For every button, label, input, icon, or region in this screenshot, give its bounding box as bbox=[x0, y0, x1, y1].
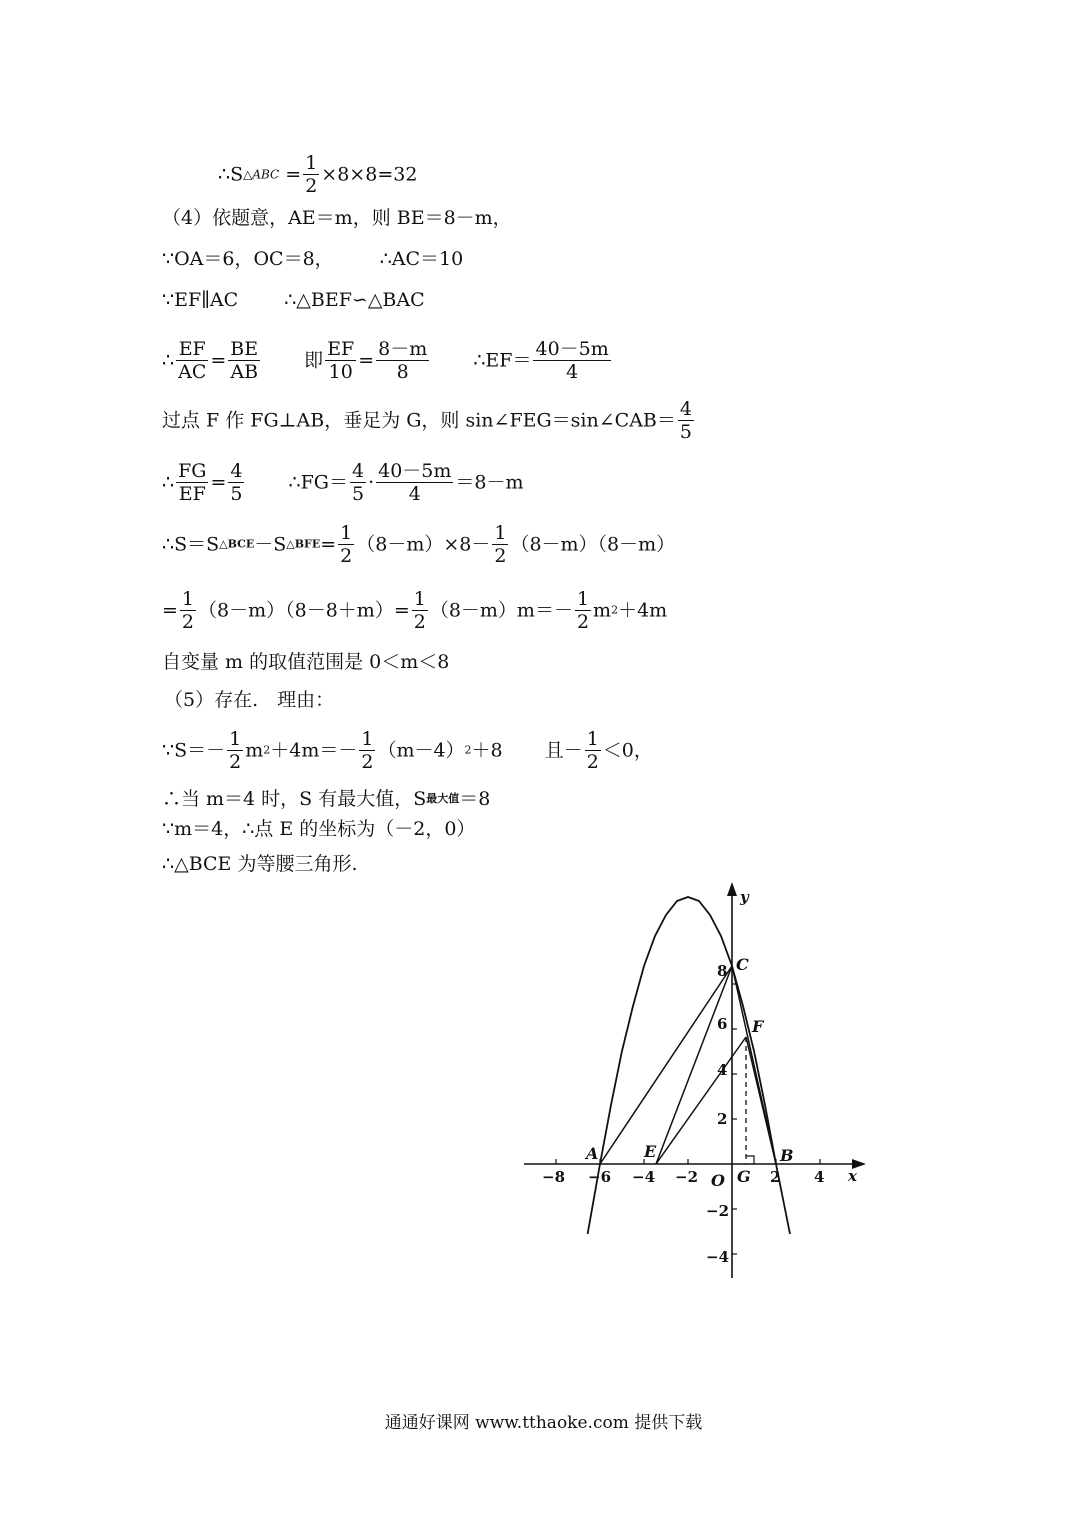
line-parallel: ∵EF∥AC ∴△BEF∽△BAC bbox=[162, 289, 425, 311]
line-vertex-form: ∵S＝－ $\frac{1}{2}$ m2＋4m＝－ $\frac{1}{2}$ （m－4）2＋8 且－ $\frac{1}{2}$ ＜0， bbox=[162, 728, 653, 773]
line-max-value: ∴当 m＝4 时，S 有最大值，S最大值＝8 bbox=[162, 788, 491, 810]
x-tick-label: −6 bbox=[588, 1168, 612, 1186]
line-part5: （5）存在. 理由： bbox=[164, 689, 335, 711]
segment-fb bbox=[746, 1037, 776, 1164]
y-tick-label: 2 bbox=[717, 1110, 728, 1128]
y-tick-label: 4 bbox=[717, 1061, 728, 1079]
y-tick-label: −2 bbox=[706, 1202, 730, 1220]
footer-credit: 通通好课网 www.tthaoke.com 提供下载 bbox=[384, 1413, 703, 1433]
y-tick-label: 6 bbox=[717, 1015, 728, 1033]
line-area-abc: ∴S△ABC = $\frac{1}{2}$ ×8×8=32 bbox=[218, 152, 418, 197]
x-tick-label: −8 bbox=[542, 1168, 566, 1186]
line-simplify: = $\frac{1}{2}$ （8－m）（8－8＋m）= $\frac{1}{2}$ （8－m）m＝－ $\frac{1}{2}$ m2＋4m bbox=[162, 588, 668, 633]
x-axis-label: x bbox=[848, 1167, 857, 1185]
line-perpendicular: 过点 F 作 FG⊥AB，垂足为 G，则 sin∠FEG＝sin∠CAB＝ $\frac{4}{5}$ bbox=[162, 398, 692, 443]
y-axis-arrow-icon bbox=[727, 882, 737, 896]
point-g-label: G bbox=[737, 1167, 751, 1186]
line-coord-e: ∵m＝4，∴点 E 的坐标为（－2，0） bbox=[162, 818, 476, 840]
origin-label: O bbox=[711, 1171, 725, 1190]
point-b-label: B bbox=[780, 1146, 794, 1165]
point-c-label: C bbox=[736, 955, 749, 974]
y-tick-label: 8 bbox=[717, 962, 728, 980]
point-f-label: F bbox=[752, 1017, 764, 1036]
line-area-s: ∴S＝S△BCE－S△BFE= $\frac{1}{2}$ （8－m）×8－ $\frac{1}{2}$ （8－m）（8－m） bbox=[162, 522, 676, 567]
line-domain: 自变量 m 的取值范围是 0＜m＜8 bbox=[162, 651, 450, 673]
x-tick-label: 2 bbox=[770, 1168, 781, 1186]
y-tick-label: −4 bbox=[706, 1248, 730, 1266]
x-tick-label: −2 bbox=[675, 1168, 699, 1186]
right-angle-mark bbox=[746, 1156, 754, 1164]
line-fg: ∴ $\frac{FG}{EF}$ = $\frac{4}{5}$ ∴FG＝ $\frac{4}{5}$ · $\frac{40-5m}{4}$ ＝8－m bbox=[162, 460, 524, 505]
y-axis-label: y bbox=[740, 888, 749, 906]
line-conclusion: ∴△BCE 为等腰三角形. bbox=[162, 853, 358, 875]
x-tick-label: 4 bbox=[814, 1168, 825, 1186]
parabola-graph bbox=[518, 876, 878, 1286]
point-e-label: E bbox=[644, 1142, 657, 1161]
line-ratio: ∴ $\frac{EF}{AC}$ = $\frac{BE}{AB}$ 即 $\frac{EF}{10}$ = $\frac{8-m}{8}$ ∴EF＝ $\frac{40-5m}{4}$ bbox=[162, 338, 609, 383]
x-tick-label: −4 bbox=[632, 1168, 656, 1186]
line-part4-intro: （4）依题意，AE＝m，则 BE＝8－m， bbox=[162, 207, 512, 229]
line-oa-oc: ∵OA＝6，OC＝8， ∴AC＝10 bbox=[162, 248, 464, 270]
point-a-label: A bbox=[586, 1144, 599, 1163]
